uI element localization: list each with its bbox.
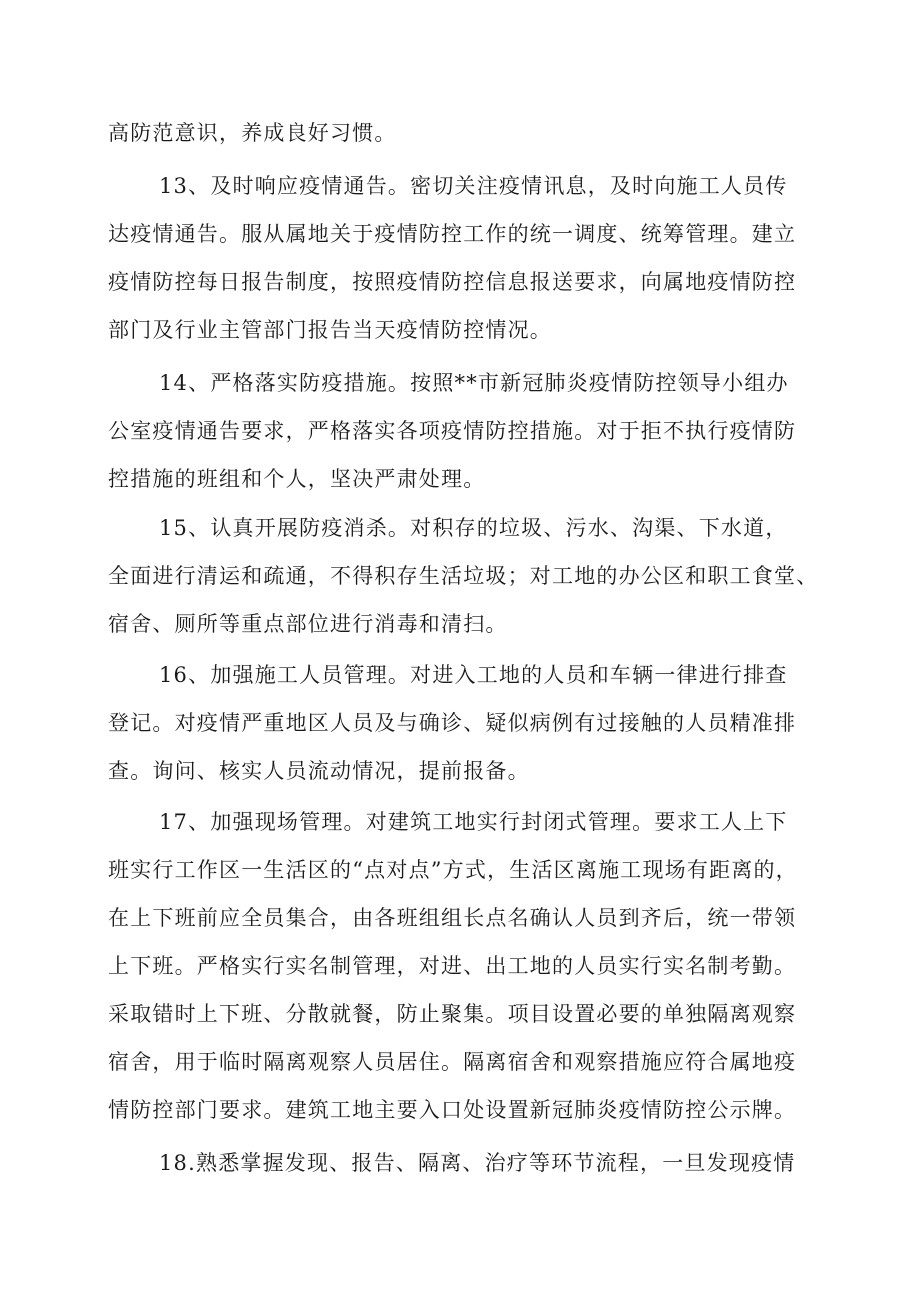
paragraph-16-line: 16、加强施工人员管理。对进入工地的人员和车辆一律进行排查 — [159, 663, 788, 687]
text-line: 高防范意识，养成良好习惯。 — [108, 121, 397, 145]
paragraph-16-line: 查。询问、核实人员流动情况，提前报备。 — [108, 759, 530, 783]
paragraph-15-line: 全面进行清运和疏通，不得积存生活垃圾；对工地的办公区和职工食堂、 — [108, 564, 819, 588]
paragraph-15-line: 宿舍、厕所等重点部位进行消毒和清扫。 — [108, 612, 508, 636]
paragraph-14-line: 公室疫情通告要求，严格落实各项疫情防控措施。对于拒不执行疫情防 — [108, 419, 797, 443]
paragraph-17-line: 班实行工作区一生活区的“点对点”方式，生活区离施工现场有距离的， — [108, 858, 798, 882]
paragraph-17-line: 情防控部门要求。建筑工地主要入口处设置新冠肺炎疫情防控公示牌。 — [108, 1098, 797, 1122]
paragraph-13-line: 达疫情通告。服从属地关于疫情防控工作的统一调度、统筹管理。建立 — [108, 222, 797, 246]
paragraph-13-line: 疫情防控每日报告制度，按照疫情防控信息报送要求，向属地疫情防控 — [108, 270, 797, 294]
paragraph-17-line: 17、加强现场管理。对建筑工地实行封闭式管理。要求工人上下 — [159, 810, 788, 834]
paragraph-17-line: 宿舍，用于临时隔离观察人员居住。隔离宿舍和观察措施应符合属地疫 — [108, 1050, 797, 1074]
paragraph-18-line: 18.熟悉掌握发现、报告、隔离、治疗等环节流程，一旦发现疫情 — [159, 1151, 796, 1175]
paragraph-17-line: 上下班。严格实行实名制管理，对进、出工地的人员实行实名制考勤。 — [108, 954, 797, 978]
paragraph-14-line: 控措施的班组和个人，坚决严肃处理。 — [108, 467, 486, 491]
paragraph-14-line: 14、严格落实防疫措施。按照**市新冠肺炎疫情防控领导小组办 — [159, 371, 789, 395]
paragraph-13-line: 13、及时响应疫情通告。密切关注疫情讯息，及时向施工人员传 — [159, 174, 788, 198]
paragraph-17-line: 在上下班前应全员集合，由各班组组长点名确认人员到齐后，统一带领 — [108, 906, 797, 930]
paragraph-16-line: 登记。对疫情严重地区人员及与确诊、疑似病例有过接触的人员精准排 — [108, 711, 797, 735]
paragraph-13-line: 部门及行业主管部门报告当天疫情防控情况。 — [108, 318, 552, 342]
paragraph-17-line: 采取错时上下班、分散就餐，防止聚集。项目设置必要的单独隔离观察 — [108, 1002, 797, 1026]
paragraph-15-line: 15、认真开展防疫消杀。对积存的垃圾、污水、沟渠、下水道， — [159, 516, 788, 540]
